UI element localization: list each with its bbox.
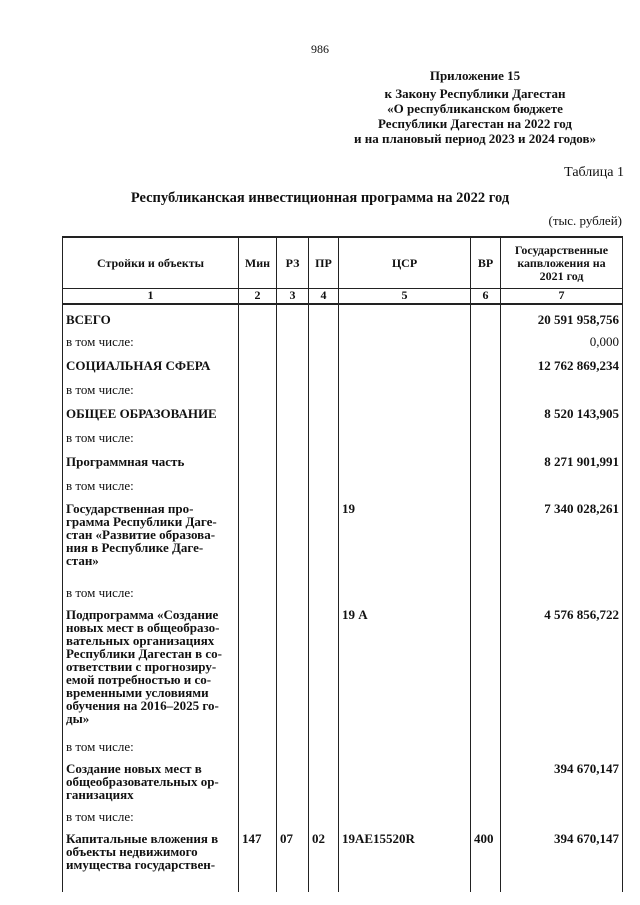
- table-row: [63, 736, 623, 758]
- page-number: 986: [311, 42, 329, 56]
- row-name: в том числе:: [63, 379, 239, 401]
- header-capex: Государственные капвложения на 2021 год: [501, 237, 623, 289]
- table-row: [63, 582, 623, 604]
- row-name: Создание новых мест в общеобразовательных ор-ганизациях: [63, 758, 239, 806]
- row-amount: 8 520 143,905: [501, 401, 623, 427]
- column-number: 5: [339, 289, 471, 305]
- row-name: в том числе:: [63, 427, 239, 449]
- table-row: [63, 758, 623, 806]
- document-title: Республиканская инвестиционная программа на 2022 год: [130, 190, 510, 206]
- table-row: [63, 331, 623, 353]
- column-number: 1: [63, 289, 239, 305]
- row-amount: 8 271 901,991: [501, 449, 623, 475]
- header-pr: ПР: [309, 237, 339, 289]
- row-name: в том числе:: [63, 736, 239, 758]
- row-name: Капитальные вложения в объекты недвижимого имущества государствен-: [63, 828, 239, 892]
- appendix-line: «О республиканском бюджете: [387, 101, 563, 116]
- appendix-line: Республики Дагестан на 2022 год: [378, 116, 572, 131]
- table-row: [63, 497, 623, 582]
- row-name: в том числе:: [63, 475, 239, 497]
- table-row: [63, 806, 623, 828]
- row-min: 147: [239, 828, 277, 892]
- row-csr: 19 А: [339, 604, 471, 736]
- column-number: 7: [501, 289, 623, 305]
- row-name: ОБЩЕЕ ОБРАЗОВАНИЕ: [63, 401, 239, 427]
- table-row: [63, 449, 623, 475]
- row-amount: 4 576 856,722: [501, 604, 623, 736]
- appendix-line: и на плановый период 2023 и 2024 годов»: [354, 131, 596, 146]
- table-row: [63, 379, 623, 401]
- table-row: [63, 304, 623, 331]
- row-vr: 400: [471, 828, 501, 892]
- header-csr: ЦСР: [339, 237, 471, 289]
- column-number: 3: [277, 289, 309, 305]
- row-rz: 07: [277, 828, 309, 892]
- column-number: 2: [239, 289, 277, 305]
- row-name: Подпрограмма «Создание новых мест в общеобразо-вательных организациях Республики Дагестан в со-ответствии с прогнозиру-емой потребностью и со-временными условиями обучения на 2016–2025 го-ды»: [63, 604, 239, 736]
- appendix-title: Приложение 15: [429, 68, 521, 83]
- row-amount: 12 762 869,234: [501, 353, 623, 379]
- row-amount: 0,000: [501, 331, 623, 353]
- table-row: [63, 828, 623, 892]
- appendix-header: [330, 68, 620, 146]
- row-amount: 20 591 958,756: [501, 304, 623, 331]
- row-name: в том числе:: [63, 582, 239, 604]
- header-name: Стройки и объекты: [63, 237, 239, 289]
- table-row: [63, 604, 623, 736]
- table-label: Таблица 1: [564, 165, 624, 180]
- row-amount: 394 670,147: [501, 828, 623, 892]
- row-pr: 02: [309, 828, 339, 892]
- column-number: 4: [309, 289, 339, 305]
- appendix-line: к Закону Республики Дагестан: [384, 86, 566, 101]
- units-label: (тыс. рублей): [548, 213, 622, 228]
- header-min: Мин: [239, 237, 277, 289]
- investment-table: [62, 236, 623, 892]
- row-name: Программная часть: [63, 449, 239, 475]
- row-amount: 394 670,147: [501, 758, 623, 806]
- row-name: Государственная про-грамма Республики Даге-стан «Развитие образова-ния в Республике Даге-стан»: [63, 497, 239, 582]
- header-rz: РЗ: [277, 237, 309, 289]
- row-amount: 7 340 028,261: [501, 497, 623, 582]
- row-name: в том числе:: [63, 806, 239, 828]
- column-number: 6: [471, 289, 501, 305]
- row-name: в том числе:: [63, 331, 239, 353]
- header-vr: ВР: [471, 237, 501, 289]
- table-row: [63, 427, 623, 449]
- table-row: [63, 401, 623, 427]
- table-row: [63, 475, 623, 497]
- row-csr: 19АЕ15520R: [339, 828, 471, 892]
- table-row: [63, 353, 623, 379]
- row-name: ВСЕГО: [63, 304, 239, 331]
- row-name: СОЦИАЛЬНАЯ СФЕРА: [63, 353, 239, 379]
- row-csr: 19: [339, 497, 471, 582]
